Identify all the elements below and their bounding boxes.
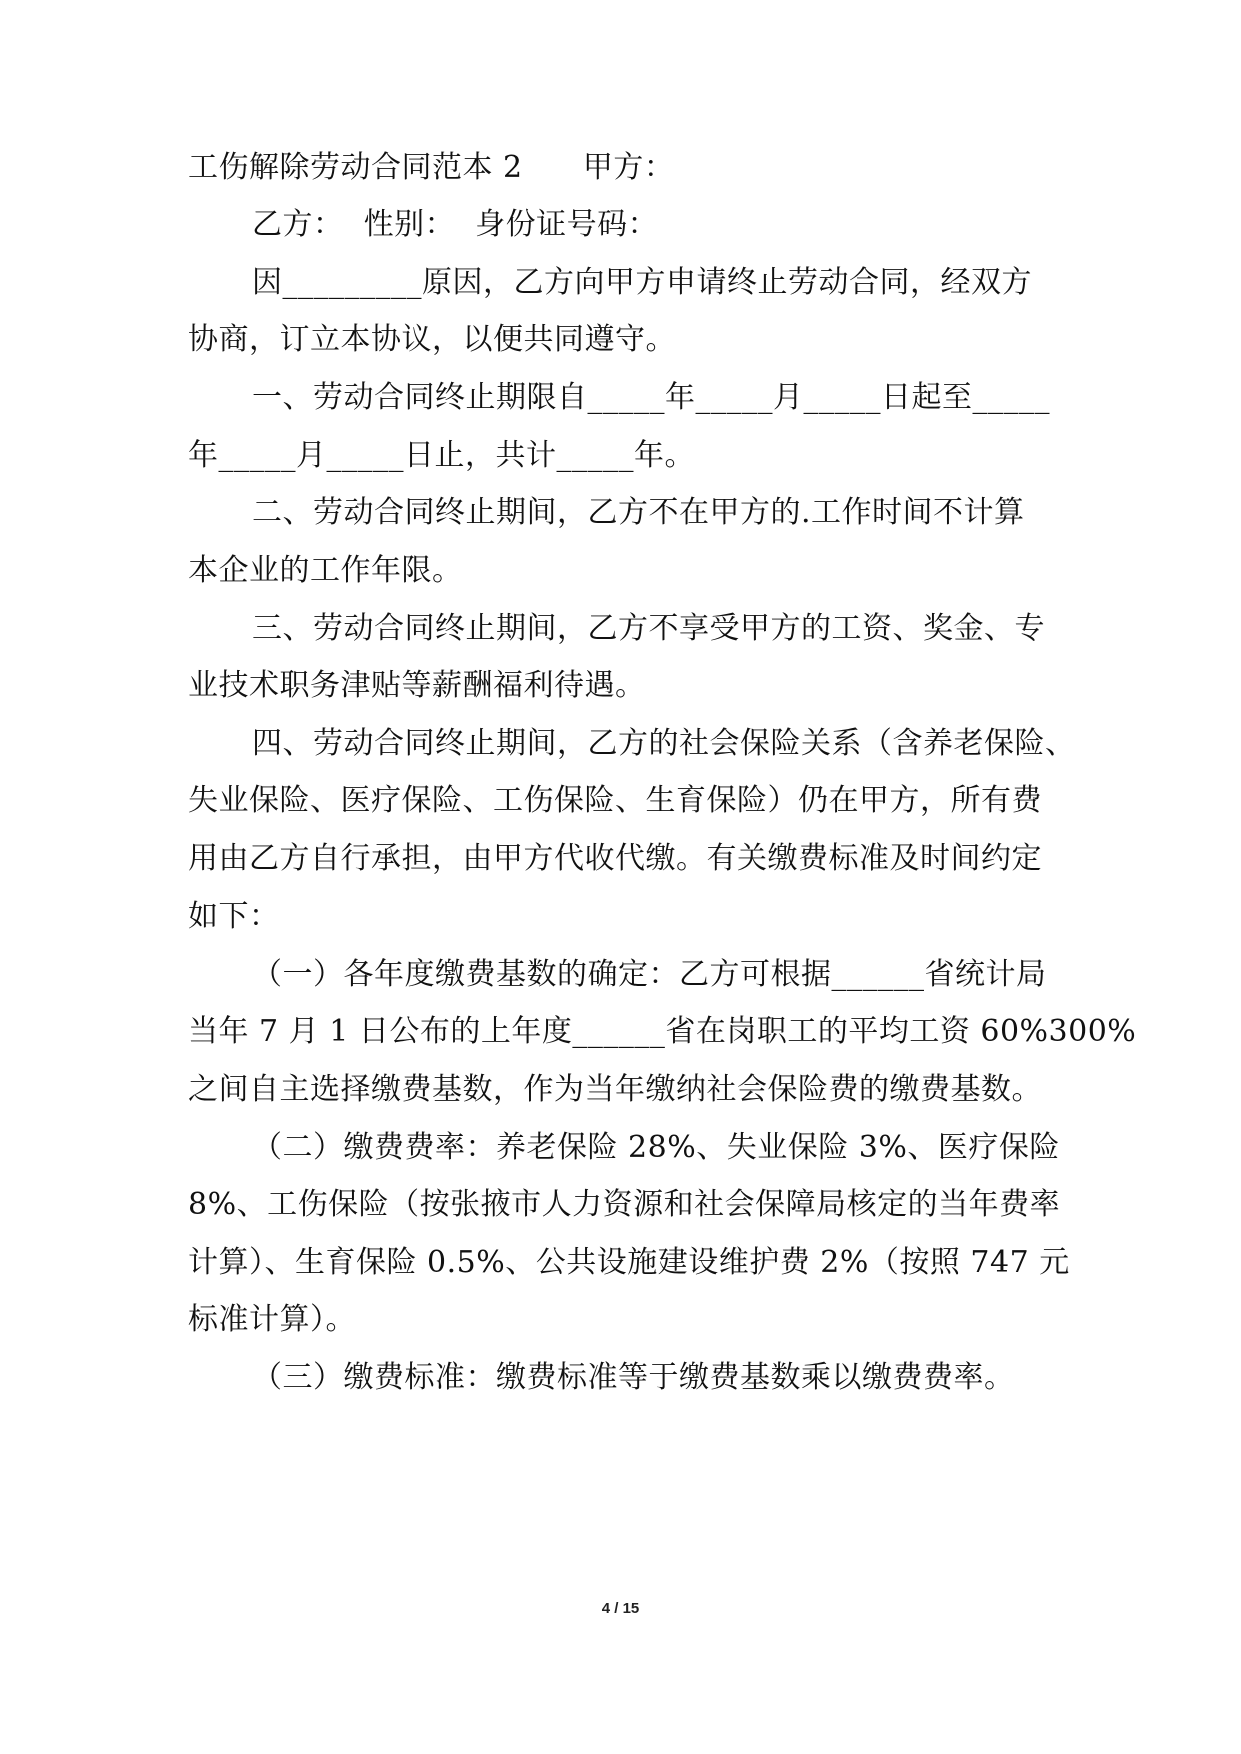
document-title-line: 工伤解除劳动合同范本 2 甲方： — [188, 150, 675, 185]
paragraph-line: 二、劳动合同终止期间，乙方不在甲方的.工作时间不计算 — [252, 495, 1025, 530]
paragraph-line: 一、劳动合同终止期限自_____年_____月_____日起至_____ — [252, 380, 1050, 415]
paragraph-line: （二）缴费费率：养老保险 28%、失业保险 3%、医疗保险 — [252, 1130, 1060, 1165]
paragraph-line: 计算）、生育保险 0.5%、公共设施建设维护费 2%（按照 747 元 — [188, 1245, 1070, 1280]
paragraph-line: （一）各年度缴费基数的确定：乙方可根据______省统计局 — [252, 957, 1047, 992]
party-info-line: 乙方： 性别： 身份证号码： — [252, 207, 659, 242]
paragraph-line: 如下： — [188, 899, 280, 934]
paragraph-line: 之间自主选择缴费基数，作为当年缴纳社会保险费的缴费基数。 — [188, 1072, 1042, 1107]
paragraph-line: 三、劳动合同终止期间，乙方不享受甲方的工资、奖金、专 — [252, 611, 1045, 646]
paragraph-line: 年_____月_____日止，共计_____年。 — [188, 438, 695, 473]
paragraph-line: 协商，订立本协议，以便共同遵守。 — [188, 322, 676, 357]
paragraph-line: 失业保险、医疗保险、工伤保险、生育保险）仍在甲方，所有费 — [188, 783, 1042, 818]
paragraph-line: 标准计算）。 — [188, 1302, 356, 1337]
page-number: 4 / 15 — [601, 1600, 640, 1617]
paragraph-line: 业技术职务津贴等薪酬福利待遇。 — [188, 668, 646, 703]
paragraph-line: （三）缴费标准：缴费标准等于缴费基数乘以缴费费率。 — [252, 1360, 1015, 1395]
paragraph-line: 当年 7 月 1 日公布的上年度______省在岗职工的平均工资 60%300% — [188, 1014, 1137, 1049]
paragraph-line: 本企业的工作年限。 — [188, 553, 463, 588]
paragraph-line: 因_________原因，乙方向甲方申请终止劳动合同，经双方 — [252, 265, 1032, 300]
paragraph-line: 用由乙方自行承担，由甲方代收代缴。有关缴费标准及时间约定 — [188, 841, 1042, 876]
paragraph-line: 8%、工伤保险（按张掖市人力资源和社会保障局核定的当年费率 — [188, 1187, 1061, 1222]
paragraph-line: 四、劳动合同终止期间，乙方的社会保险关系（含养老保险、 — [252, 726, 1076, 761]
